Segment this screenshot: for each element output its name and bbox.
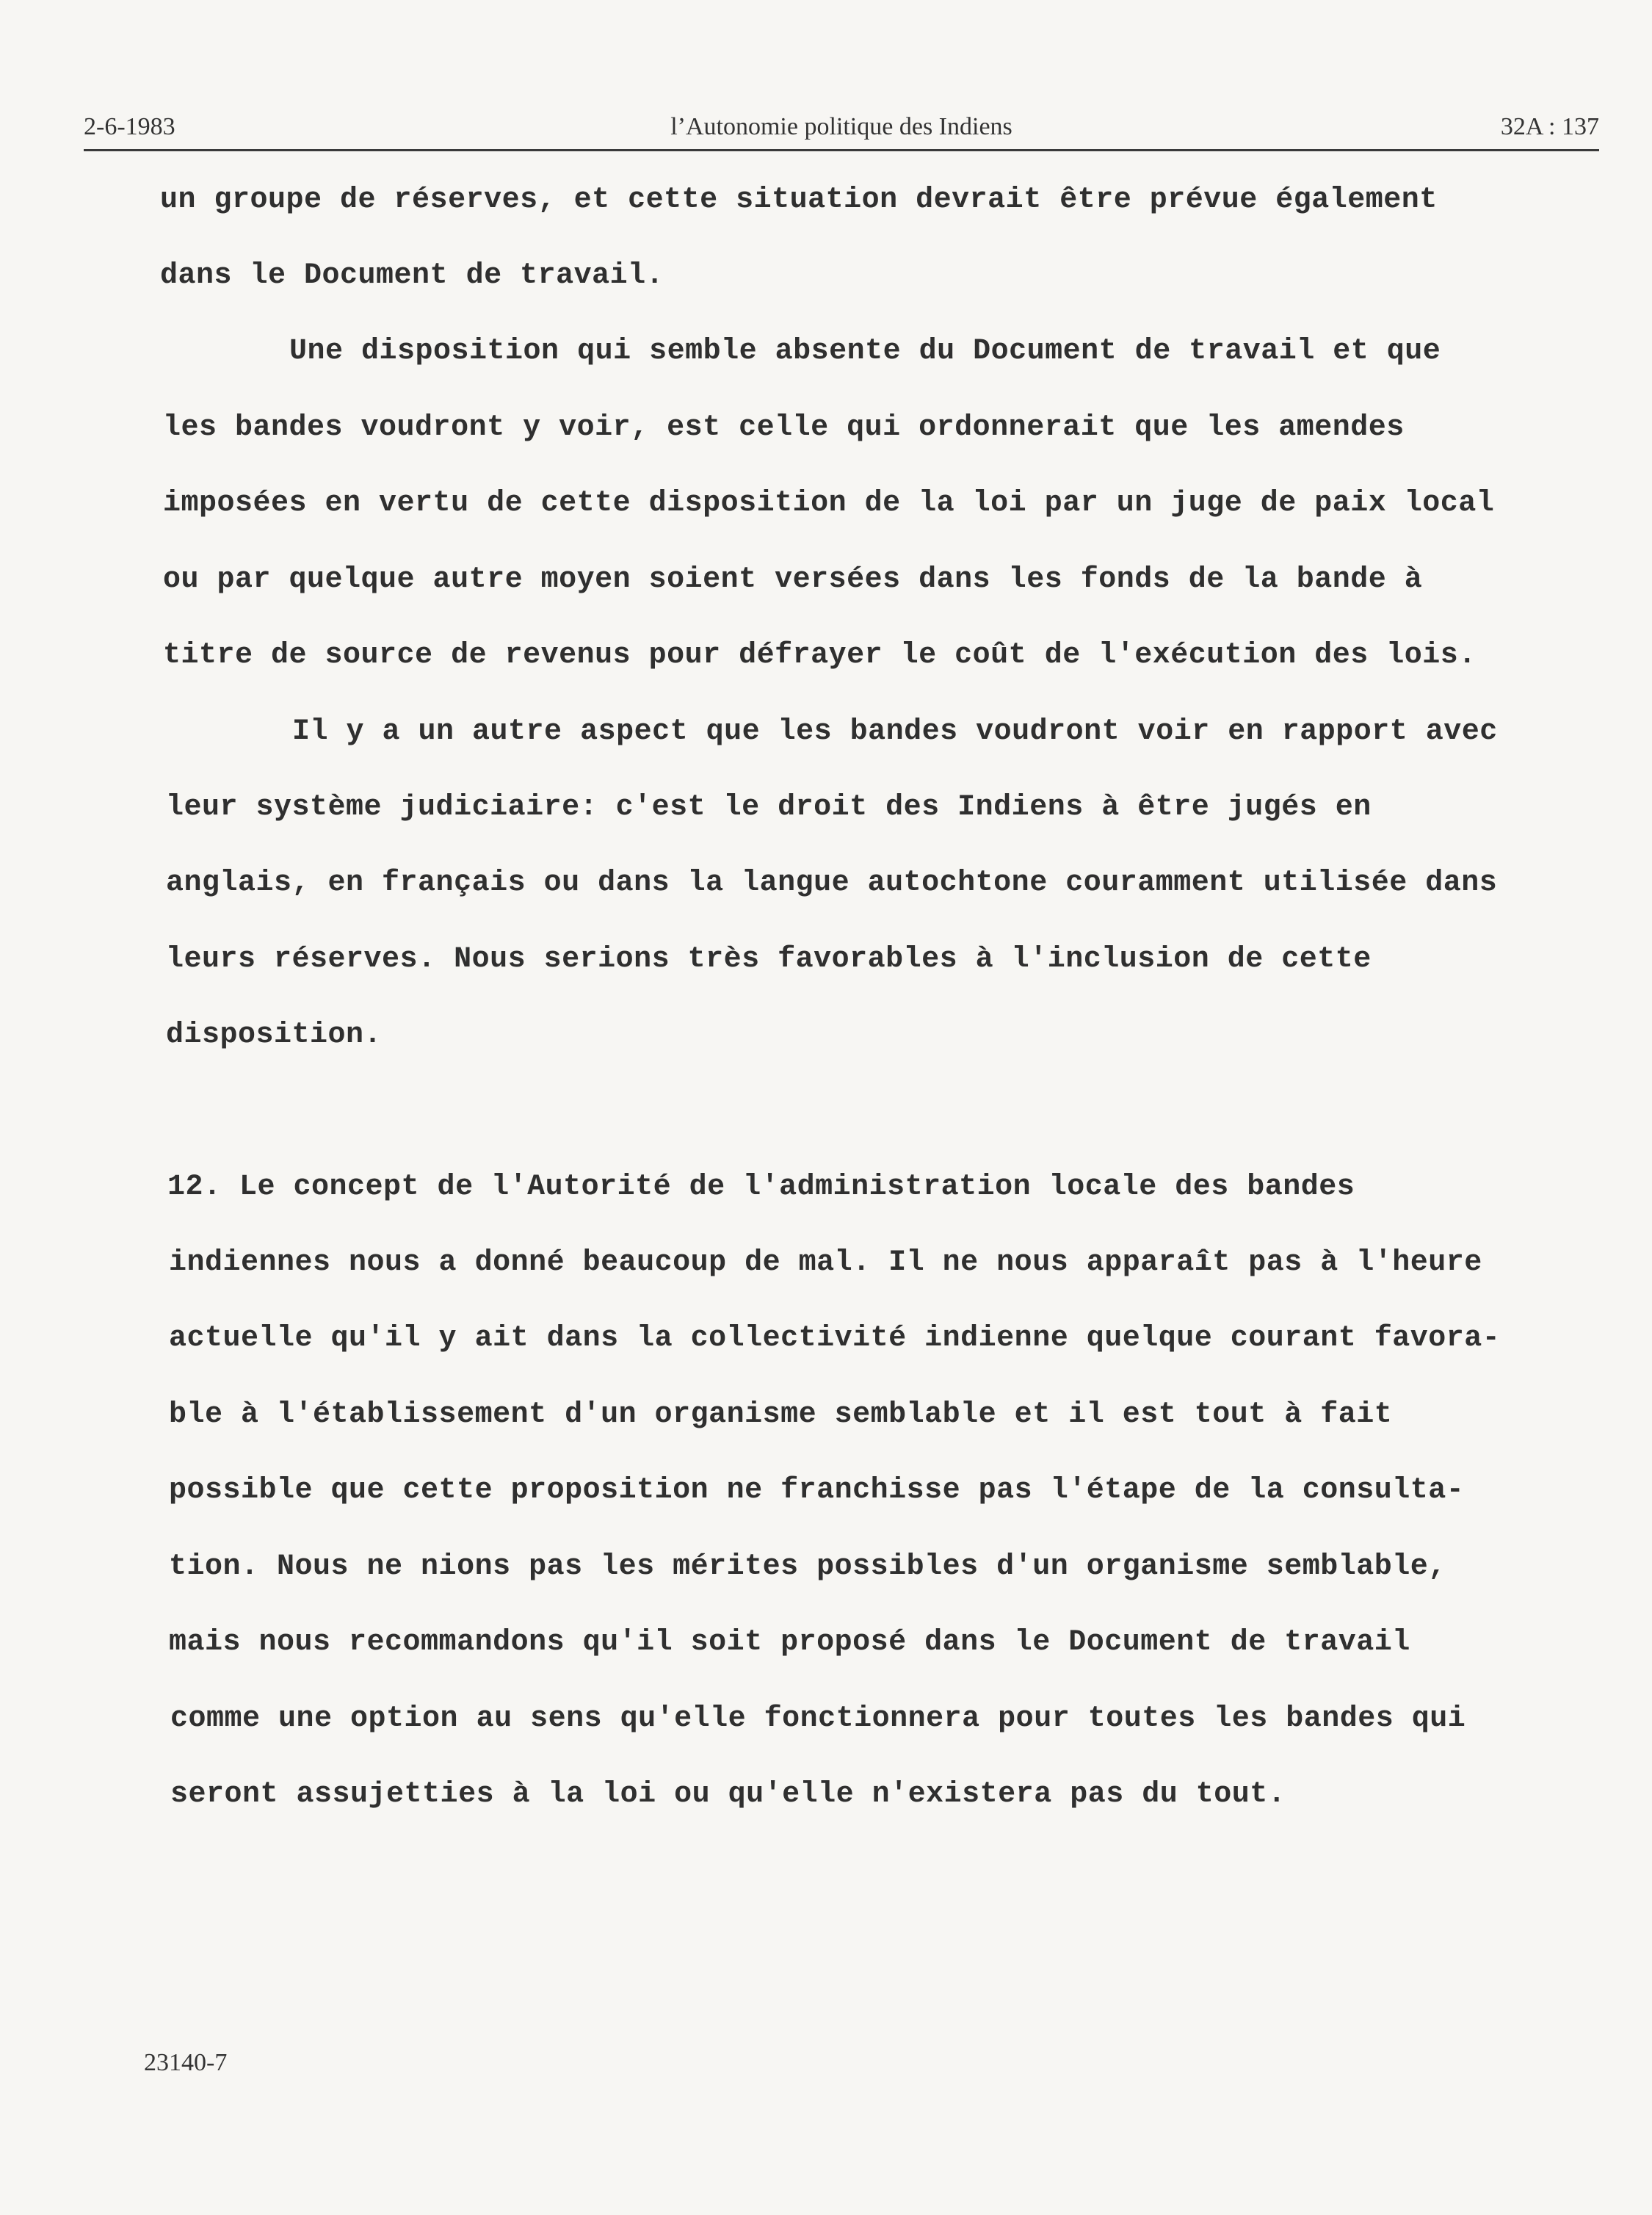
text-line: comme une option au sens qu'elle fonctionnera pour toutes les bandes qui	[170, 1702, 1466, 1735]
text-line: mais nous recommandons qu'il soit proposé dans le Document de travail	[169, 1626, 1410, 1659]
text-line: seront assujetties à la loi ou qu'elle n'existera pas du tout.	[170, 1778, 1286, 1811]
text-line: ou par quelque autre moyen soient versées dans les fonds de la bande à	[163, 563, 1423, 596]
text-line: imposées en vertu de cette disposition de la loi par un juge de paix local	[163, 487, 1495, 520]
header-page-ref: 32A : 137	[1500, 113, 1599, 140]
text-line: titre de source de revenus pour défrayer le coût de l'exécution des lois.	[163, 639, 1477, 672]
text-line: Il y a un autre aspect que les bandes voudront voir en rapport avec	[292, 715, 1498, 748]
page-footer-code: 23140-7	[144, 2049, 228, 2076]
text-line: tion. Nous ne nions pas les mérites possibles d'un organisme semblable,	[169, 1550, 1446, 1583]
text-line: indiennes nous a donné beaucoup de mal. Il ne nous apparaît pas à l'heure	[169, 1246, 1482, 1279]
header-date: 2-6-1983	[84, 113, 175, 140]
text-line: ble à l'établissement d'un organisme semblable et il est tout à fait	[169, 1398, 1393, 1431]
text-line: actuelle qu'il y ait dans la collectivité indienne quelque courant favora-	[169, 1322, 1501, 1355]
text-line: un groupe de réserves, et cette situation devrait être prévue également	[160, 184, 1438, 217]
text-line: leurs réserves. Nous serions très favorables à l'inclusion de cette	[166, 943, 1372, 976]
text-line: les bandes voudront y voir, est celle qui ordonnerait que les amendes	[163, 411, 1405, 444]
text-line: leur système judiciaire: c'est le droit des Indiens à être jugés en	[166, 791, 1372, 824]
text-line: dans le Document de travail.	[160, 259, 664, 292]
text-line: anglais, en français ou dans la langue autochtone couramment utilisée dans	[166, 867, 1498, 900]
page-header	[84, 110, 1599, 148]
header-rule	[84, 149, 1599, 151]
text-line: disposition.	[166, 1019, 383, 1052]
header-title: l’Autonomie politique des Indiens	[670, 113, 1012, 140]
text-line: possible que cette proposition ne franchisse pas l'étape de la consulta-	[169, 1474, 1465, 1507]
text-line: 12. Le concept de l'Autorité de l'administration locale des bandes	[167, 1171, 1355, 1204]
text-line: Une disposition qui semble absente du Document de travail et que	[289, 335, 1441, 368]
